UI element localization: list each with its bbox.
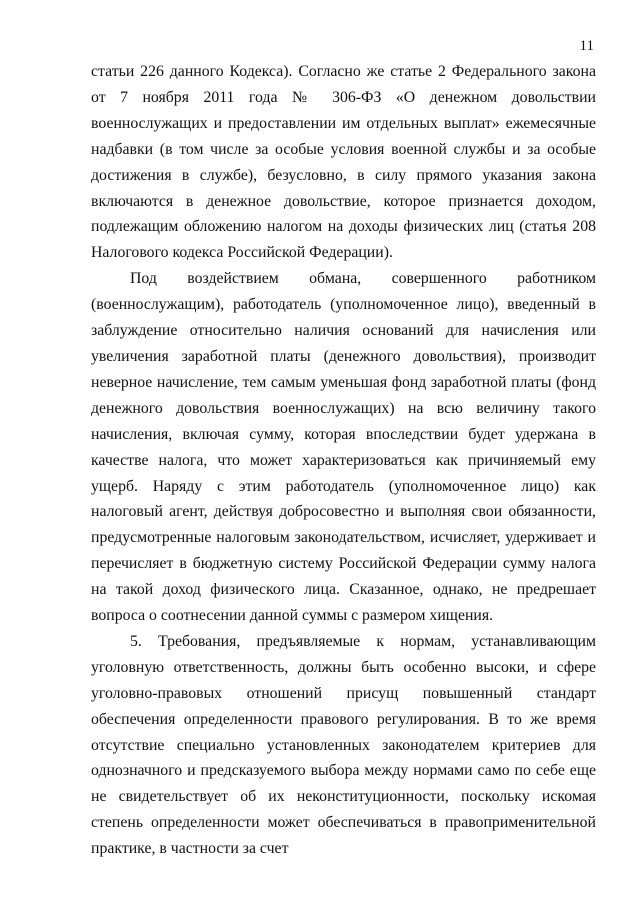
- document-body: [91, 59, 596, 862]
- page-number: 11: [579, 38, 594, 54]
- paragraph-legal-certainty: 5. Требования, предъявляемые к нормам, устанавливающим уголовную ответственность, должны быть особенно высоки, и сфере уголовно-правовых отношений присущ повышенный стандарт обеспечения определенности правового регулирования. В то же время отсутствие специально установленных законодателем критериев для однозначного и предсказуемого выбора между нормами само по себе еще не свидетельствует об их неконституционности, поскольку искомая степень определенности может обеспечиваться в правоприменительной практике, в частности за счет: [91, 632, 596, 858]
- paragraph-continuation: статьи 226 данного Кодекса). Согласно же статье 2 Федерального закона от 7 ноября 2011 года № 306-ФЗ «О денежном довольствии военнослужащих и предоставлении им отдельных выплат» ежемесячные надбавки (в том числе за особые условия военной службы и за особые достижения в службе), безусловно, в силу прямого указания закона включаются в денежное довольствие, которое признается доходом, подлежащим обложению налогом на доходы физических лиц (статья 208 Налогового кодекса Российской Федерации).: [91, 63, 596, 262]
- paragraph-employer-damage: Под воздействием обмана, совершенного работником (военнослужащим), работодатель (уполномоченное лицо), введенный в заблуждение относительно наличия оснований для начисления или увеличения заработной платы (денежного довольствия), производит неверное начисление, тем самым уменьшая фонд заработной платы (фонд денежного довольствия военнослужащих) на всю величину такого начисления, включая сумму, которая впоследствии будет удержана в качестве налога, что может характеризоваться как причиняемый ему ущерб. Наряду с этим работодатель (уполномоченное лицо) как налоговый агент, действуя добросовестно и выполняя свои обязанности, предусмотренные налоговым законодательством, исчисляет, удерживает и перечисляет в бюджетную систему Российской Федерации сумму налога на такой доход физического лица. Сказанное, однако, не предрешает вопроса о соотнесении данной суммы с размером хищения.: [91, 270, 596, 625]
